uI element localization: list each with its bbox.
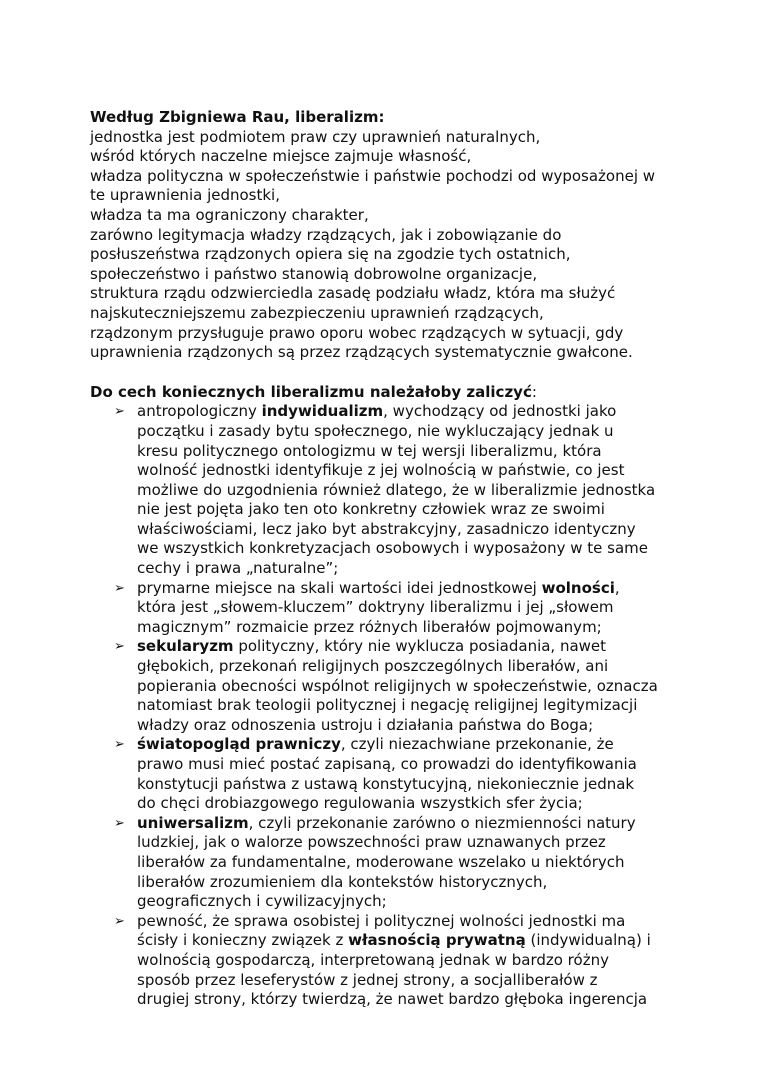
item-text: antropologiczny [137, 402, 262, 421]
item-line: nie jest pojęta jako ten oto konkretny człowiek wraz ze swoimi [137, 500, 605, 519]
item-line: kresu politycznego ontologizmu w tej wersji liberalizmu, która [137, 441, 602, 460]
arrow-bullet-icon: ➢ [114, 580, 125, 596]
text-line: społeczeństwo i państwo stanowią dobrowolne organizacje, [90, 264, 538, 283]
item-line: sposób przez leseferystów z jednej strony, a socjalliberałów z [137, 970, 598, 989]
item-line: natomiast brak teologii politycznej i negację religijnej legitymizacji [137, 696, 638, 715]
item-text: , [614, 578, 620, 597]
item-keyword: światopogląd prawniczy [137, 735, 341, 754]
text-line: jednostka jest podmiotem praw czy uprawnień naturalnych, [90, 127, 541, 146]
features-heading-bold: Do cech koniecznych liberalizmu należałoby zaliczyć [90, 382, 532, 401]
text-line: zarówno legitymacja władzy rządzących, jak i zobowiązanie do [90, 225, 562, 244]
item-keyword: własnością prywatną [348, 931, 526, 950]
item-line: popierania obecności wspólnot religijnych w społeczeństwie, oznacza [137, 676, 658, 695]
item-line: ludzkiej, jak o walorze powszechności praw uznawanych przez [137, 833, 606, 852]
text-line: te uprawnienia jednostki, [90, 186, 280, 205]
item-text: polityczny, który nie wyklucza posiadania, nawet [233, 637, 607, 656]
features-heading-colon: : [531, 382, 537, 401]
item-text: ścisły i konieczny związek z [137, 931, 349, 950]
text-line: władza ta ma ograniczony charakter, [90, 205, 369, 224]
item-line: magicznym” rozmaicie przez różnych liberałów pojmowanym; [137, 617, 602, 636]
text-line: władza polityczna w społeczeństwie i państwie pochodzi od wyposażonej w [90, 166, 656, 185]
text-line: rządzonym przysługuje prawo oporu wobec rządzących w sytuacji, gdy [90, 323, 624, 342]
list-item [90, 735, 680, 813]
item-text: prymarne miejsce na skali wartości idei jednostkowej [137, 578, 542, 597]
item-line: właściwościami, lecz jako byt abstrakcyjny, zasadniczo identyczny [137, 519, 636, 538]
item-text: , wychodzący od jednostki jako [383, 402, 617, 421]
arrow-bullet-icon: ➢ [114, 404, 125, 420]
list-item [90, 402, 680, 578]
item-line: liberałów za fundamentalne, moderowane wszelako u niektórych [137, 852, 625, 871]
item-line: wolność jednostki identyfikuje z jej wolnością w państwie, co jest [137, 461, 625, 480]
text-line: posłuszeństwa rządzonych opiera się na zgodzie tych ostatnich, [90, 245, 571, 264]
list-item [90, 637, 680, 735]
item-line: drugiej strony, którzy twierdzą, że nawet bardzo głęboka ingerencja [137, 990, 648, 1009]
item-line: geograficznych i cywilizacyjnych; [137, 892, 387, 911]
section-heading-features [90, 383, 680, 403]
text-line: najskuteczniejszemu zabezpieczeniu uprawnień rządzących, [90, 303, 544, 322]
list-item [90, 814, 680, 912]
item-keyword: indywidualizm [261, 402, 384, 421]
item-line: władzy oraz odnoszenia ustroju i działania państwa do Boga; [137, 715, 594, 734]
item-line: do chęci drobiazgowego regulowania wszystkich sfer życia; [137, 794, 583, 813]
item-keyword: sekularyzm [137, 637, 234, 656]
item-line: głębokich, przekonań religijnych poszczególnych liberałów, ani [137, 657, 609, 676]
arrow-bullet-icon: ➢ [114, 737, 125, 753]
item-line: początku i zasady bytu społecznego, nie wykluczający jednak u [137, 421, 614, 440]
item-line: która jest „słowem-kluczem” doktryny liberalizmu i jej „słowem [137, 598, 614, 617]
list-item [90, 579, 680, 638]
item-keyword: wolności [541, 578, 615, 597]
item-line: cechy i prawa „naturalne”; [137, 559, 339, 578]
section-heading-rau: Według Zbigniewa Rau, liberalizm: [90, 108, 385, 126]
item-line: we wszystkich konkretyzacjach osobowych i wyposażony w te same [137, 539, 648, 558]
item-keyword: uniwersalizm [137, 813, 249, 832]
text-line: uprawnienia rządzonych są przez rządzących systematycznie gwałcone. [90, 343, 633, 362]
item-line: liberałów zrozumieniem dla kontekstów historycznych, [137, 872, 548, 891]
item-text: , czyli niezachwiane przekonanie, że [340, 735, 614, 754]
item-line: wolnością gospodarczą, interpretowaną jednak w bardzo różny [137, 950, 609, 969]
rau-definition-lines [90, 128, 680, 363]
arrow-bullet-icon: ➢ [114, 913, 125, 929]
item-line: prawo musi mieć postać zapisaną, co prowadzi do identyfikowania [137, 755, 637, 773]
item-text: (indywidualną) i [525, 931, 651, 950]
text-line: wśród których naczelne miejsce zajmuje własność, [90, 147, 472, 166]
paragraph-gap [90, 363, 680, 383]
item-line: konstytucji państwa z ustawą konstytucyjną, niekoniecznie jednak [137, 774, 635, 793]
document-page [90, 108, 680, 1010]
features-list [90, 402, 680, 1009]
arrow-bullet-icon: ➢ [114, 639, 125, 655]
list-item [90, 912, 680, 1010]
item-line: pewność, że sprawa osobistej i politycznej wolności jednostki ma [137, 911, 626, 930]
item-line: możliwe do uzgodnienia również dlatego, że w liberalizmie jednostka [137, 480, 656, 499]
arrow-bullet-icon: ➢ [114, 815, 125, 831]
text-line: struktura rządu odzwierciedla zasadę podziału władz, która ma służyć [90, 284, 616, 303]
item-text: , czyli przekonanie zarówno o niezmienności natury [248, 813, 636, 832]
